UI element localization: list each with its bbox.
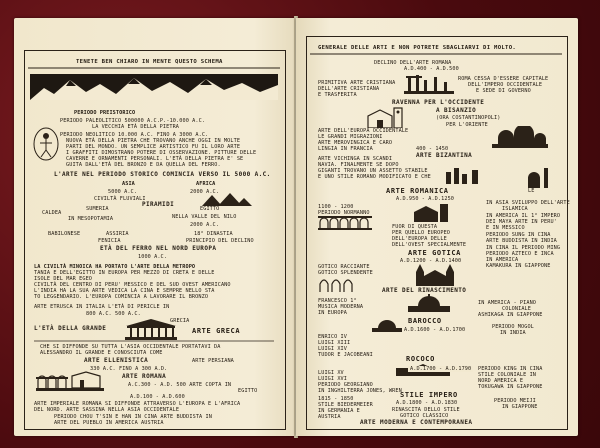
date-1000: 1000 A.C. [138,254,168,260]
enrico-line-3: LUIGI XIV [318,346,348,352]
egitto-copta: EGITTO [238,388,258,394]
minoica-line-1: LA CIVILTÀ MINOICA HA PORTATO L'ARTE DELLA METROPO [34,264,196,270]
date-1100: 1100 - 1200 [318,204,354,210]
date-le: LE [528,188,535,194]
assiria-label: ASSIRIA [106,231,129,237]
cristiana-line-6: E SEDE DI GOVERNO [476,88,531,94]
bisanzio-label: A BISANZIO [436,107,477,114]
ravenna-label: RAVENNA PER L'OCCIDENTE [392,99,485,106]
fuor-line-3: DELL'EUROPA DELLE [392,236,447,242]
left-header: TENETE BEN CHIARO IN MENTE QUESTO SCHEMA [76,59,223,65]
eta-ferro: ETÀ DEL FERRO NEL NORD EUROPA [100,245,217,252]
roman-buildings-icon [36,370,104,392]
islamica-line-9: PERIODO AZTECO E INCA [486,251,554,257]
asia-label: ASIA [122,181,135,187]
renaissance-dome-icon [406,294,452,312]
date-100-600: A.D.100 - A.D.600 [130,394,185,400]
mesopotamia-label: IN MESOPOTAMIA [68,216,114,222]
arte-gotica: ARTE GOTICA [408,249,461,257]
declino-dates: A.D.400 - A.D.500 [404,66,459,72]
left-header-underline [28,67,280,70]
francese-line-2: MUSICA MODERNA [318,304,364,310]
piramidi-label: PIRAMIDI [142,201,175,208]
imperiale-line-1: ARTE IMPERIALE ROMANA SI DIFFONDE ATTRAVERSO L'EUROPA E L'AFRICA [34,401,241,407]
enrico-line-1: ENRICO IV [318,334,348,340]
alessandro-line-1: CHE SI DIFFONDE SU TUTTA L'ASIA OCCIDENTALE PORTATAVI DA [40,344,221,350]
enrico-line-2: LUIGI XIII [318,340,351,346]
rococo-label: ROCOCO [406,355,435,363]
caldea-label: CALDEA [42,210,62,216]
africa-date: 2000 A.C. [190,189,220,195]
fenicia-label: FENICIA [98,238,121,244]
islamica-line-5: E IN MESSICO [486,225,525,231]
oriente-label: PER L'ORIENTE [446,122,488,128]
king-line-1: PERIODO KING IN CINA [478,366,543,372]
prehistory-line-9: GUITA DALL'ETÀ DEL BRONZO E DA QUELLA DEL FERRO. [66,162,221,168]
asia-date: 5000 A.C. [108,189,138,195]
arte-greca: ARTE GRECA [192,327,241,335]
ravenna-church-icon [366,106,406,128]
king-line-4: TOKUGAWA IN GIAPPONE [478,384,543,390]
vichinga-line-2: NAVIA. FINALMENTE SE DOPO [318,162,399,168]
byzantine-domes-icon [492,126,548,148]
america-pl-line-3: ASHIKAGA IN GIAPPONE [478,312,543,318]
luigi-line-2: LUIGI XVI [318,376,348,382]
towers-icon [444,166,484,184]
prehistory-line-7: I GRAFFITI DIMOSTRANO POTERE DI OSSERVAZIONE. PITTURE DELLE [66,150,257,156]
islamica-line-7: ARTE BUDDISTA IN INDIA [486,238,557,244]
romanica-church-icon [412,204,452,222]
greek-temple-icon [124,318,178,340]
baroque-dome-icon [372,318,402,332]
sumeri-label: SUMERIA [86,206,109,212]
arte-bizantina: ARTE BIZANTINA [416,152,473,159]
babilonese-label: BABILONESE [48,231,81,237]
islamica-line-1: IN ASIA SVILUPPO DELL'ARTE [486,200,570,206]
prehistory-line-4: PERIODO NEOLITICO 10.000 A.C. FINO A 3000 A.C. [60,132,209,138]
date-800-500: 800 A.C. 500 A.C. [86,311,141,317]
greca-underline [34,340,274,342]
rinascita-line-2: GOTICO CLASSICO [400,413,449,419]
historic-period: L'ARTE NEL PERIODO STORICO COMINCIA VERSO IL 5000 A.C. [54,171,271,178]
alessandro-line-2: ALESSANDRO IL GRANDE E CONOSCIUTA COME [40,350,163,356]
dinastia-label: 18° DINASTIA [194,231,233,237]
arte-romanica: ARTE ROMANICA [386,187,449,195]
imperiale-line-4: ARTE DEL PUEBLO IN AMERICA AUSTRIA [54,420,164,426]
king-line-2: STILE COLONIALE IN [478,372,537,378]
prehistory-line-8: CAVERNE E ORNAMENTI PERSONALI. L'ETÀ DELLA PIETRA E' SE [66,156,244,162]
cristiana-line-2: DELL'ARTE CRISTIANA [318,86,380,92]
stile-impero: STILE IMPERO [400,391,458,399]
right-page [296,18,578,436]
europa-occ-line-3: ARTE MEROVINGICA E CARO [318,140,393,146]
arte-rinascimento: ARTE DEL RINASCIMENTO [382,287,467,294]
islamica-line-2: ISLAMICA [502,206,528,212]
islamica-line-3: IN AMERICA IL 1° IMPERO [486,213,561,219]
fuor-line-1: FUOR DI QUESTA [392,224,438,230]
biedermeier-line-2: IN GERMANIA E [318,408,360,414]
date-400-1450: 400 - 1450 [416,146,449,152]
gotico-line-1: GOTICO RACCIANTE [318,264,370,270]
pyramids-icon [200,192,252,206]
imperiale-line-3: PERIODO CHOU T'SIN E HAN IN CINA ARTE BUDDISTA IN [54,414,212,420]
gothic-cathedral-icon [412,264,458,286]
mogol-line-2: IN INDIA [500,330,526,336]
prehistory-line-3: LA VECCHIA ETÀ DELLA PIETRA [92,124,180,130]
america-pl-line-1: IN AMERICA - PIANO [478,300,537,306]
gotico-line-2: GOTICO SPLENDENTE [318,270,373,276]
mogol-line-1: PERIODO MOGOL [492,324,534,330]
egitto-label: EGITTO [200,206,220,212]
grecia-label: GRECIA [170,318,190,324]
africa-label: AFRICA [196,181,216,187]
cristiana-line-4: ROMA CESSA D'ESSERE CAPITALE [458,76,549,82]
cave-figure-icon [32,126,60,162]
francese-line-3: IN EUROPA [318,310,348,316]
meiji-line-1: PERIODO MEIJI [494,398,536,404]
romanica-dates: A.D.950 - A.D.1250 [396,196,455,202]
america-pl-line-2: COLONIALE [502,306,532,312]
biedermeier-line-3: AUSTRIA [318,414,341,420]
luigi-line-3: PERIODO GEORGIANO [318,382,373,388]
prehistory-line-5: NUOVA ETÀ DELLA PIETRA CHE TROVANO ANCHE OGGI IN MOLTE [66,138,241,144]
fuor-line-4: DELL'OVEST SPECIALMENTE [392,242,467,248]
luigi-line-1: LUIGI XV [318,370,344,376]
impero-dates: A.D.1800 - A.D.1830 [396,400,458,406]
minaret-icon [524,166,556,188]
arte-ellenistica: ARTE ELLENISTICA [84,357,149,364]
europa-occ-line-2: LE GRANDI MIGRAZIONI [318,134,383,140]
date-2000: 2000 A.C. [190,222,220,228]
fuor-line-2: PER QUELLO EUROPEO [392,230,451,236]
barocco-dates: A.D.1600 - A.D.1700 [404,327,466,333]
romana-dates: A.C.300 - A.D. 500 ARTE COPTA IN [128,382,232,388]
gothic-arches-icon [318,276,362,292]
prehistory-line-2: PERIODO PALEOLITICO 500000 A.C.P.-10.000 A.C. [60,118,206,124]
enrico-line-4: TUDOR E JACOBEANI [318,352,373,358]
minoica-line-3: ISOLE DEL MAR EGEO [34,276,93,282]
biedermeier-line-1: STILE BIEDERMEIER [318,402,373,408]
romanesque-arches-icon [318,216,372,230]
costantinopoli-label: (ORA COSTANTINOPOLI) [436,115,501,121]
vichinga-line-1: ARTE VICHINGA IN SCANDI [318,156,393,162]
etrusca-label: ARTE ETRUSCA IN ITALIA L'ETÀ DI PERICLE IN [34,304,170,310]
minoica-line-2: TANIA E DELL'EGITTO IN EUROPA PER MEZZO DI CRETA E DELLE [34,270,215,276]
cristiana-line-5: DELL'IMPERO OCCIDENTALE [468,82,543,88]
islamica-line-11: KAMAKURA IN GIAPPONE [486,263,551,269]
islamica-line-8: IN CINA IL PERIODO MING [486,245,561,251]
nilo-label: NELLA VALLE DEL NILO [172,214,237,220]
minoica-line-6: TO LEGGENDARIO. L'EUROPA COMINCIA A LAVORARE IL BRONZO [34,294,209,300]
civilta-fluviali: CIVILTÀ FLUVIALI [94,196,146,202]
king-line-3: NORD AMERICA E [478,378,524,384]
barocco-label: BAROCCO [408,317,442,325]
normanno-label: PERIODO NORMANNO [318,210,370,216]
right-header: GENERALE DELLE ARTI E NON POTRETE SBAGLIARVI DI MOLTO. [318,45,517,51]
islamica-line-6: PERIODO SUNG IN CINA [486,232,551,238]
luigi-line-4: IN INGHILTERRA JONES, WREN [318,388,402,394]
declino-label: DECLINO DELL'ARTE ROMANA [374,60,452,66]
principio-label: PRINCIPIO DEL DECLINO [186,238,254,244]
gotica-dates: A.D.1200 - A.D.1400 [400,258,462,264]
date-330: 330 A.C. FINO A 300 A.D. [90,366,168,372]
minoica-line-4: CIVILTÀ DEL CENTRO DI PERU' MESSICO E DEL SUD OVEST AMERICANO [34,282,231,288]
europa-occ-line-1: ARTE DELL'EUROPA OCCIDENTALE [318,128,409,134]
francese-line-1: FRANCESCO 1° [318,298,357,304]
cristiana-line-3: E TRASFERITA [318,92,357,98]
arte-moderna: ARTE MODERNA E CONTEMPORANEA [360,419,473,426]
cristiana-line-1: PRIMITIVA ARTE CRISTIANA [318,80,396,86]
mountains-illustration [30,74,278,100]
islamica-line-10: IN AMERICA [486,257,519,263]
prehistory-line-1: PERIODO PREISTORICO [74,110,136,116]
islamica-line-4: DEI MAYA ARTE IN PERU' [486,219,557,225]
rococo-dates: A.D.1700 - A.D.1790 [410,366,472,372]
prehistory-line-6: PARTI DEL MONDO. UN SEMPLICE ARTISTICO FU IL LORO ARTE [66,144,241,150]
vichinga-line-3: GIGANTI TROVANO UN ASSETTO STABILE [318,168,428,174]
roman-ruins-icon [404,72,454,94]
minoica-line-5: L'INDIA HA LA SUA ARTE VEDICA LA CINA E SEMPRE NELLO STA [34,288,215,294]
rinascita-line-1: RINASCITA DELLO STILE [392,407,460,413]
arte-persiana: ARTE PERSIANA [192,358,234,364]
imperiale-line-2: DEL NORD. ARTE SASSINA NELLA ASIA OCCIDENTALE [34,407,180,413]
meiji-line-2: IN GIAPPONE [502,404,538,410]
vichinga-line-4: E UNO STILE ROMANO MODIFICATO E CHE [318,174,431,180]
left-page [14,18,296,436]
arte-romana-left: ARTE ROMANA [122,373,167,380]
date-1815: 1815 - 1850 [318,396,354,402]
eta-grande: L'ETÀ DELLA GRANDE [34,325,107,332]
europa-occ-line-4: LINGIA IN FRANCIA [318,146,373,152]
right-header-underline [310,53,562,56]
